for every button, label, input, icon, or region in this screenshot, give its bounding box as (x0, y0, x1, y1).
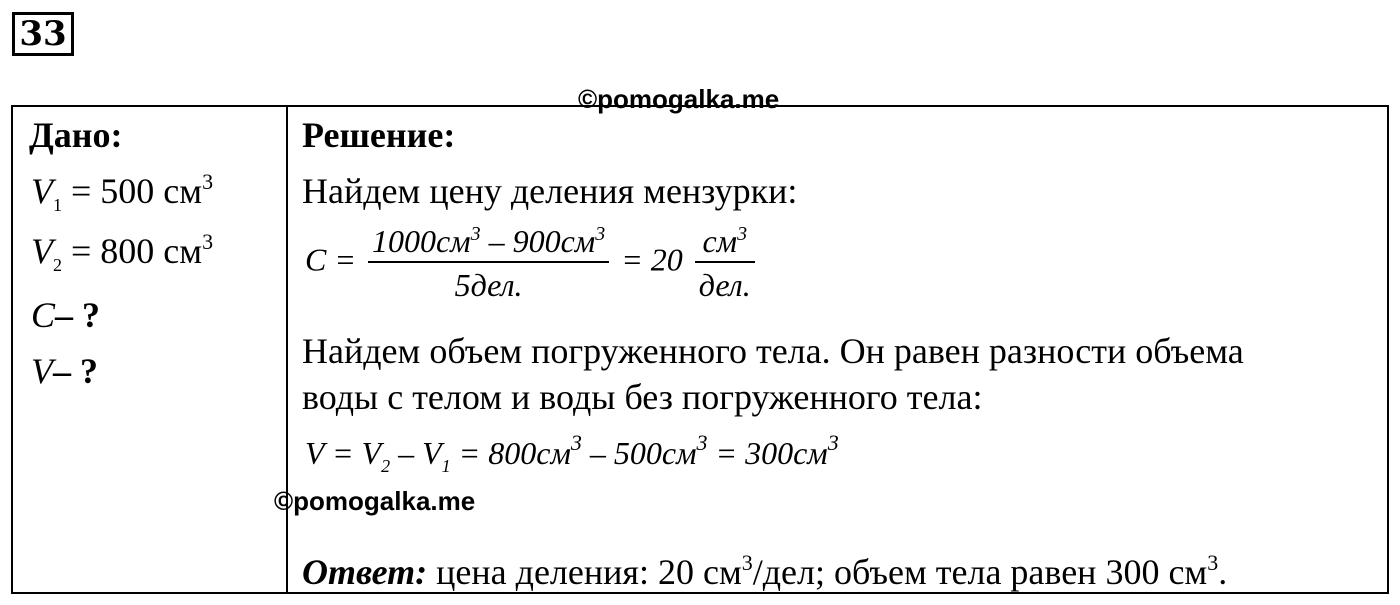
watermark-top: ©pomogalka.me (578, 84, 780, 114)
column-divider (286, 107, 288, 592)
step2-line2: воды с телом и воды без погруженного тела: (302, 377, 983, 417)
fraction-unit: $\frac{см^3}{\text{дел.}}$ (695, 225, 755, 301)
solution-table (11, 105, 1389, 594)
solution-heading: Решение: (302, 115, 456, 155)
unknown-v: V– ? (31, 351, 98, 391)
watermark-bottom: ©pomogalka.me (274, 486, 476, 516)
step2-line1: Найдем объем погруженного тела. Он равен разности объема (302, 331, 1244, 371)
answer-line: Ответ: цена деления: 20 $см^3$/дел; объем тела равен 300 $см^3$. (302, 550, 1228, 592)
given-heading: Дано: (29, 115, 123, 155)
given-v2: $V_2 = 800$ $см^3$ (31, 229, 214, 275)
formula-volume: $V = V_2 - V_1 = 800см^3 - 500см^3 = 300см^3$ (305, 430, 839, 476)
fraction-main: $\frac{1000см^3 - 900см^3}{\text{5дел.}}$ (368, 225, 609, 301)
unknown-c: C– ? (31, 295, 101, 335)
given-v1: $V_1 = 500$ $см^3$ (31, 169, 214, 215)
step1-text: Найдем цену деления мензурки: (302, 171, 798, 211)
problem-number: 33 (12, 12, 74, 56)
formula-division-value: C = $\frac{1000см^3 - 900см^3}{\text{5дел.}}$ = 20 $\frac{см^3}{\text{дел.}}$ (305, 225, 759, 301)
